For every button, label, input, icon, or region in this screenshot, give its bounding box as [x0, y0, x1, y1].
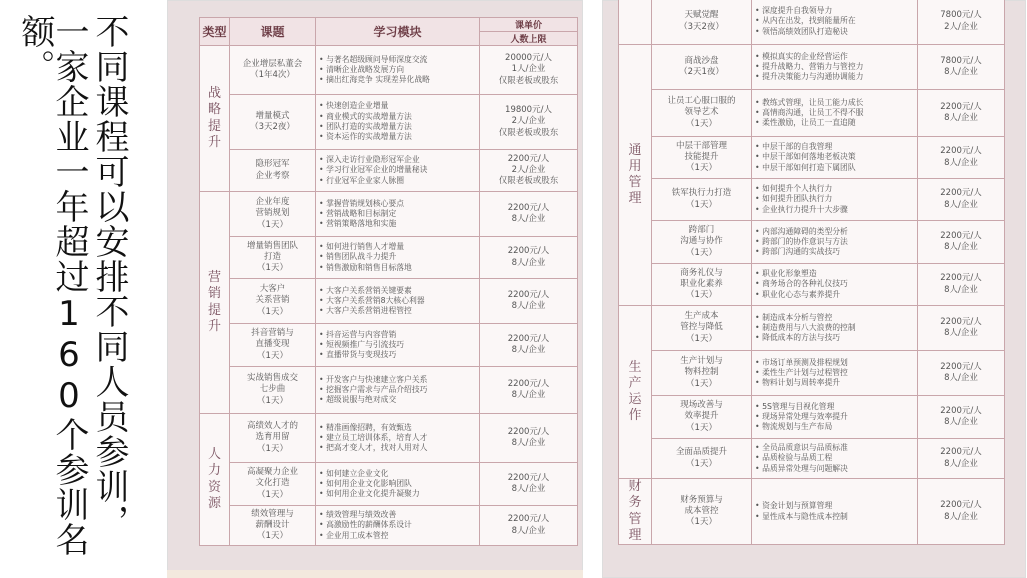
course-title-line: 让员工心服口服的	[667, 96, 736, 107]
caption-line-1: 一家企业一年超过160个参训名额。	[15, 14, 89, 557]
price-line: 2人/企业	[511, 164, 546, 175]
course-cell	[652, 306, 752, 351]
course-title-line: 生产计划与	[680, 356, 723, 367]
module-item: • 如何用企业文化提升凝聚力	[319, 489, 420, 499]
course-cell	[230, 324, 316, 367]
module-item: • 如何进行销售人才增量	[319, 242, 405, 252]
category-cell	[619, 45, 652, 306]
course-cell	[230, 95, 316, 150]
module-cell	[752, 137, 918, 179]
category-label: 人力资源	[208, 447, 222, 511]
module-item: • 高激励性的薪酬体系设计	[319, 520, 412, 530]
price-line: 8人/企业	[511, 525, 546, 536]
module-item: • 柔性生产计划与过程管控	[755, 367, 848, 377]
module-item: • 与著名超级顾问导师深度交流	[319, 54, 428, 64]
price-cell	[480, 237, 578, 279]
module-item: • 中层干部的自我管理	[755, 142, 833, 152]
course-cell	[230, 279, 316, 324]
module-cell	[752, 264, 918, 306]
course-title-line: 职业化素养	[680, 278, 723, 289]
course-title-line: 企业增层私董会	[242, 58, 303, 69]
table-row	[619, 479, 1005, 545]
price-line: 2200元/人	[940, 361, 982, 372]
price-line: 8人/企业	[511, 214, 546, 224]
price-line: 2200元/人	[507, 514, 550, 525]
module-item: • 商务场合的各种礼仪技巧	[755, 279, 848, 289]
price-line: 仅限老板或股东	[498, 176, 559, 187]
module-cell	[316, 506, 480, 546]
table-row	[200, 414, 578, 463]
course-title-line: （1天）	[257, 489, 288, 500]
course-title-line: 全面品质提升	[675, 447, 727, 458]
course-title-line: （3天2夜）	[250, 122, 295, 132]
price-line: 2200元/人	[940, 405, 982, 416]
course-title-line: 隐形冠军	[255, 159, 290, 170]
table-row	[619, 0, 1005, 45]
header-course: 课题	[230, 18, 316, 46]
module-item: • 挖掘客户需求与产品介绍技巧	[319, 384, 428, 394]
course-title-line: 现场改善与	[680, 400, 723, 411]
course-title-line: 企业考察	[255, 170, 290, 181]
course-title-line: （1天）	[257, 443, 288, 454]
caption-line-2: 不同课程可以安排不同人员参训，	[89, 14, 129, 539]
module-item: • 教练式管理，让员工能力成长	[755, 97, 864, 107]
table-row	[200, 192, 578, 237]
course-cell	[652, 179, 752, 221]
module-item: • 如何提升个人执行力	[755, 184, 833, 194]
course-title-line: （1天）	[686, 333, 717, 344]
course-title-line: （1天）	[257, 306, 288, 317]
price-line: 8人/企业	[944, 284, 978, 295]
price-line: 8人/企业	[944, 242, 978, 252]
price-cell	[918, 90, 1005, 137]
module-item: • 物流规划与生产布局	[755, 422, 833, 432]
table-row	[200, 279, 578, 324]
module-item: • 从内在出发，找到能量所在	[755, 16, 856, 26]
table-row	[619, 351, 1005, 396]
module-item: • 抖音运营与内容营销	[319, 329, 397, 339]
course-title-line: （2天1夜）	[679, 67, 724, 77]
category-cell	[200, 414, 230, 546]
course-title-line: 成本管控	[684, 505, 719, 516]
module-item: • 中层干部如何打造下属团队	[755, 162, 856, 172]
price-cell	[480, 414, 578, 463]
course-cell	[652, 396, 752, 439]
module-cell	[752, 396, 918, 439]
price-line: 8人/企业	[944, 373, 978, 383]
module-cell	[316, 150, 480, 192]
course-cell	[652, 0, 752, 45]
course-title-line: （1天）	[686, 458, 717, 469]
price-line: 8人/企业	[944, 417, 978, 427]
module-item: • 建立员工培训体系，培育人才	[319, 432, 428, 442]
price-line: 8人/企业	[511, 484, 546, 494]
course-title-line: （1天）	[257, 395, 288, 406]
price-cell	[480, 367, 578, 414]
price-cell	[480, 506, 578, 546]
price-line: 2200元/人	[940, 230, 982, 241]
module-item: • 如何提升团队执行力	[755, 194, 833, 204]
price-line: 7800元/人	[940, 55, 982, 66]
course-title-line: （1天）	[257, 350, 288, 361]
category-cell	[200, 192, 230, 414]
module-item: • 营销策略落地和实施	[319, 219, 397, 229]
module-cell	[752, 351, 918, 396]
course-title-line: （1天）	[686, 378, 717, 389]
module-item: • 行业冠军企业家人脉圈	[319, 175, 405, 185]
price-line: 19800元/人	[505, 105, 552, 116]
module-item: • 开发客户与快速建立客户关系	[319, 374, 428, 384]
price-line: 8人/企业	[511, 301, 546, 311]
module-cell	[316, 192, 480, 237]
price-line: 2200元/人	[940, 101, 982, 112]
course-title-line: （1天）	[686, 199, 717, 210]
module-item: • 现场异常处理与效率提升	[755, 411, 848, 421]
course-title-line: 商务礼仪与	[680, 267, 723, 278]
course-title-line: 管控与降低	[680, 322, 723, 333]
table-row	[619, 179, 1005, 221]
course-title-line: 领导艺术	[684, 107, 719, 118]
course-title-line: 铁军执行力打造	[671, 188, 732, 199]
module-item: • 品质检验与品质工程	[755, 453, 833, 463]
table-row	[619, 90, 1005, 137]
price-cell	[480, 46, 578, 95]
module-cell	[752, 479, 918, 545]
price-line: 2200元/人	[507, 472, 550, 483]
course-title-line: 打造	[263, 251, 281, 262]
module-cell	[316, 324, 480, 367]
category-cell	[200, 46, 230, 192]
price-line: 1人/企业	[511, 64, 546, 75]
module-cell	[316, 46, 480, 95]
module-item: • 职业化心态与素养提升	[755, 289, 841, 299]
course-cell	[652, 439, 752, 479]
module-item: • 降低成本的方法与技巧	[755, 333, 841, 343]
sheet-edge	[167, 570, 583, 578]
module-cell	[316, 414, 480, 463]
course-sheet-left	[167, 0, 583, 578]
category-cell	[619, 0, 652, 45]
course-cell	[230, 237, 316, 279]
price-line: 7800元/人	[940, 10, 982, 21]
course-title-line: 七步曲	[259, 384, 286, 395]
price-line: 2200元/人	[507, 426, 550, 437]
module-item: • 提升决策能力与沟通协调能力	[755, 72, 864, 82]
price-line: 20000元/人	[505, 53, 552, 64]
module-item: • 内部沟通障碍的类型分析	[755, 226, 848, 236]
module-item: • 如何建立企业文化	[319, 468, 389, 478]
module-item: • 如何用企业文化影响团队	[319, 478, 412, 488]
course-title-line: 生产成本	[684, 311, 719, 322]
module-cell	[752, 179, 918, 221]
course-title-line: 实战销售成交	[246, 373, 298, 384]
course-cell	[230, 150, 316, 192]
course-title-line: 中层干部管理	[675, 140, 727, 151]
module-item: • 大客户关系营销8大核心利器	[319, 295, 425, 305]
table-row	[619, 396, 1005, 439]
table-row	[200, 324, 578, 367]
course-cell	[230, 463, 316, 506]
module-item: • 大客户关系营销进程管控	[319, 306, 412, 316]
table-row	[619, 264, 1005, 306]
module-cell	[752, 0, 918, 45]
category-label: 通用管理	[628, 142, 642, 207]
course-title-line: （1天）	[686, 247, 717, 258]
table-row	[200, 95, 578, 150]
course-sheet-right	[602, 0, 1026, 578]
course-table-right	[618, 0, 1005, 545]
module-item: • 企业用工成本管控	[319, 530, 389, 540]
course-title-line: 技能提升	[684, 151, 719, 162]
module-item: • 物料计划与周转率提升	[755, 378, 841, 388]
price-line: 2人/企业	[511, 116, 546, 127]
price-line: 仅限老板或股东	[498, 75, 559, 86]
course-title-line: （1天）	[686, 517, 717, 528]
price-line: 8人/企业	[944, 458, 978, 469]
category-label: 战略提升	[208, 86, 222, 150]
price-cell	[918, 264, 1005, 306]
course-title-line: （3天2夜）	[679, 21, 724, 32]
course-title-line: 天赋觉醒	[684, 10, 719, 21]
course-title-line: 增量模式	[255, 110, 290, 121]
module-item: • 全员品质意识与品质标准	[755, 443, 848, 453]
course-title-line: 物料控制	[684, 367, 719, 378]
table-row	[200, 150, 578, 192]
course-title-line: 薪酬设计	[255, 519, 290, 530]
course-title-line: 关系营销	[255, 295, 290, 306]
module-item: • 跨部门沟通的实战技巧	[755, 247, 841, 257]
price-line: 2200元/人	[940, 500, 982, 511]
table-row	[619, 439, 1005, 479]
course-cell	[230, 506, 316, 546]
table-row	[200, 237, 578, 279]
course-title-line: 文化打造	[255, 478, 290, 489]
table-row	[619, 221, 1005, 264]
module-cell	[316, 279, 480, 324]
category-cell	[619, 306, 652, 479]
table-row	[200, 506, 578, 546]
table-row	[200, 46, 578, 95]
module-item: • 直播带货与变现技巧	[319, 350, 397, 360]
course-title-line: 财务预算与	[680, 494, 723, 505]
module-item: • 职业化形象塑造	[755, 269, 817, 279]
price-line: 2人/企业	[944, 21, 978, 32]
price-cell	[918, 45, 1005, 90]
price-line: 2200元/人	[940, 188, 982, 199]
price-cell	[918, 479, 1005, 545]
course-title-line: 直播变现	[255, 339, 290, 350]
table-row	[619, 45, 1005, 90]
price-line: 2200元/人	[507, 202, 550, 213]
price-line: 8人/企业	[511, 257, 546, 268]
price-line: 2200元/人	[507, 246, 550, 257]
course-title-line: （1天）	[257, 263, 288, 274]
price-line: 8人/企业	[511, 345, 546, 355]
course-cell	[652, 137, 752, 179]
course-cell	[230, 192, 316, 237]
module-cell	[316, 237, 480, 279]
price-cell	[480, 279, 578, 324]
price-line: 8人/企业	[944, 157, 978, 168]
course-title-line: 增量销售团队	[246, 240, 298, 251]
price-line: 8人/企业	[511, 438, 546, 448]
module-item: • 销售团队战斗力提升	[319, 252, 397, 262]
course-title-line: （1天）	[686, 422, 717, 433]
course-title-line: 高凝聚力企业	[246, 467, 298, 478]
price-cell	[918, 0, 1005, 45]
price-line: 8人/企业	[944, 199, 978, 210]
price-cell	[918, 221, 1005, 264]
module-item: • 市场订单预测及排程规划	[755, 357, 848, 367]
price-cell	[480, 463, 578, 506]
module-item: • 摘出红海竞争 实现差异化战略	[319, 75, 430, 85]
price-line: 2200元/人	[940, 146, 982, 157]
module-cell	[316, 367, 480, 414]
price-line: 8人/企业	[944, 511, 978, 522]
module-item: • 跨部门的协作意识与方法	[755, 236, 848, 246]
module-item: • 团队打造的实战增量方法	[319, 122, 412, 131]
module-cell	[752, 439, 918, 479]
course-title-line: 抖音营销与	[251, 328, 294, 339]
course-title-line: 高绩效人才的	[246, 421, 298, 432]
module-item: • 制造成本分析与管控	[755, 312, 833, 322]
header-module: 学习模块	[316, 18, 480, 46]
price-cell	[918, 179, 1005, 221]
table-row	[619, 306, 1005, 351]
price-cell	[480, 324, 578, 367]
price-cell	[918, 439, 1005, 479]
table-row	[200, 367, 578, 414]
module-item: • 快速创造企业增量	[319, 101, 389, 111]
price-line: 8人/企业	[511, 390, 546, 400]
module-item: • 掌握营销规划核心要点	[319, 198, 405, 208]
course-title-line: （1天）	[257, 531, 288, 542]
course-table-left	[199, 17, 578, 546]
course-title-line: 效率提升	[684, 411, 719, 422]
module-item: • 中层干部如何落地老板决策	[755, 152, 856, 162]
course-title-line: （1天）	[686, 163, 717, 174]
table-row	[619, 137, 1005, 179]
price-line: 2200元/人	[507, 333, 550, 344]
module-item: • 营销战略和目标制定	[319, 208, 397, 218]
category-label: 营销提升	[208, 270, 222, 334]
course-title-line: 跨部门	[688, 225, 715, 236]
course-title-line: 企业年度	[255, 197, 290, 208]
module-item: • 超级说服与绝对成交	[319, 395, 397, 405]
price-line: 2200元/人	[507, 289, 550, 300]
course-title-line: （1天）	[257, 219, 288, 230]
module-cell	[752, 306, 918, 351]
module-item: • 学习行业冠军企业的增量秘诀	[319, 165, 428, 175]
course-cell	[652, 45, 752, 90]
price-line: 2200元/人	[940, 316, 982, 327]
price-line: 8人/企业	[944, 328, 978, 338]
module-item: • 把高才变人才，找对人用对人	[319, 443, 428, 453]
course-cell	[230, 414, 316, 463]
category-cell	[619, 479, 652, 545]
module-item: • 销售激励和销售目标落地	[319, 262, 412, 272]
course-title-line: 沟通与协作	[680, 236, 723, 247]
module-item: • 精准画像招聘，有效甄选	[319, 422, 412, 432]
category-label: 生产运作	[628, 359, 642, 424]
table-row	[200, 463, 578, 506]
module-cell	[752, 45, 918, 90]
price-cell	[918, 396, 1005, 439]
price-line: 仅限老板或股东	[498, 127, 559, 138]
header-type: 类型	[200, 18, 230, 46]
module-item: • 绩效管理与绩效改善	[319, 510, 397, 520]
course-title-line: （1年4次）	[250, 70, 295, 80]
module-item: • 提升战略力、营销力与管控力	[755, 61, 864, 71]
price-line: 2200元/人	[507, 153, 550, 164]
course-cell	[652, 221, 752, 264]
course-title-line: 大客户	[259, 284, 286, 295]
course-cell	[652, 264, 752, 306]
price-cell	[480, 150, 578, 192]
module-item: • 柔性激励，让员工一直追随	[755, 118, 856, 128]
category-label: 财务管理	[628, 479, 642, 543]
course-cell	[652, 479, 752, 545]
price-cell	[918, 137, 1005, 179]
module-item: • 深度提升自我领导力	[755, 6, 833, 16]
course-title-line: 绩效管理与	[251, 508, 294, 519]
module-item: • 短视频推广与引流技巧	[319, 339, 405, 349]
module-item: • 资本运作的实战增量方法	[319, 132, 412, 142]
module-item: • 高情商沟通，让员工不得不服	[755, 107, 864, 117]
module-item: • 大客户关系营销关键要素	[319, 285, 412, 295]
module-item: • 商业模式的实战增量方法	[319, 111, 412, 121]
course-title-line: 选育用留	[255, 432, 290, 443]
header-limit: 人数上限	[480, 32, 578, 46]
price-cell	[918, 306, 1005, 351]
price-line: 2200元/人	[507, 378, 550, 389]
course-cell	[652, 351, 752, 396]
module-cell	[316, 95, 480, 150]
price-line: 2200元/人	[940, 447, 982, 458]
module-cell	[316, 463, 480, 506]
module-cell	[752, 90, 918, 137]
price-cell	[480, 192, 578, 237]
header-price: 课单价	[480, 18, 578, 32]
module-item: • 清晰企业战略发展方向	[319, 64, 405, 74]
module-item: • 企业执行力提升十大步骤	[755, 204, 848, 214]
course-cell	[230, 367, 316, 414]
module-item: • 显性成本与隐性成本控制	[755, 511, 848, 521]
module-item: • 领悟高绩效团队打造秘诀	[755, 26, 848, 36]
module-cell	[752, 221, 918, 264]
module-item: • 5S管理与目视化管理	[755, 401, 835, 411]
price-line: 8人/企业	[944, 67, 978, 77]
course-title-line: （1天）	[686, 118, 717, 129]
module-item: • 模拟真实的企业经营运作	[755, 51, 848, 61]
module-item: • 深入走访行业隐形冠军企业	[319, 155, 420, 165]
course-title-line: 商战沙盘	[684, 55, 719, 66]
course-cell	[230, 46, 316, 95]
module-item: • 资金计划与预算管理	[755, 501, 833, 511]
module-item: • 品质异常处理与问题解决	[755, 463, 848, 473]
module-item: • 制造费用与八大浪费的控制	[755, 322, 856, 332]
price-line: 8人/企业	[944, 113, 978, 123]
price-line: 2200元/人	[940, 273, 982, 284]
course-title-line: （1天）	[686, 290, 717, 301]
course-title-line: 营销规划	[255, 208, 290, 219]
price-cell	[480, 95, 578, 150]
course-cell	[652, 90, 752, 137]
price-cell	[918, 351, 1005, 396]
